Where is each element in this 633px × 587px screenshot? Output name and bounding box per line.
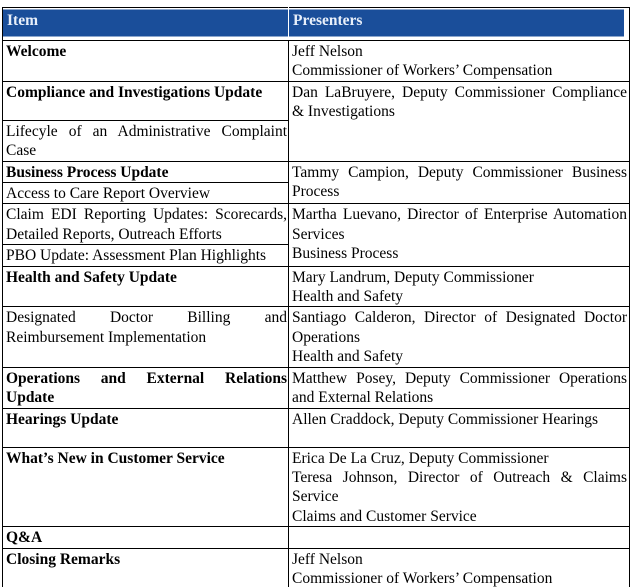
- item-cell: Lifecyle of an Administrative Complaint Case: [3, 120, 289, 161]
- item-cell: What’s New in Customer Service: [3, 447, 289, 527]
- table-row-health-safety-update: [3, 266, 630, 307]
- presenter-line: Tammy Campion, Deputy Commissioner Business Process: [292, 163, 627, 201]
- presenter-line: Martha Luevano, Director of Enterprise Automation Services: [292, 206, 627, 243]
- presenter-cell: [289, 527, 630, 548]
- presenter-line: Health and Safety: [292, 348, 404, 366]
- presenter-cell: [289, 447, 630, 527]
- table-row-claim-edi: [3, 204, 630, 245]
- presenter-cell: [289, 81, 630, 161]
- presenter-line: Erica De La Cruz, Deputy Commissioner: [292, 449, 549, 467]
- presenter-line: Commissioner of Workers’ Compensation: [292, 569, 553, 587]
- presenter-line: Mary Landrum, Deputy Commissioner: [292, 268, 534, 286]
- item-cell: Compliance and Investigations Update: [3, 81, 289, 120]
- table-row-compliance-update: [3, 81, 630, 120]
- presenter-line: Health and Safety: [292, 288, 404, 306]
- item-cell: Health and Safety Update: [3, 266, 289, 307]
- table-row-business-process-update: [3, 161, 630, 182]
- table-row-operations-external-relations: [3, 367, 630, 408]
- presenter-line: Claims and Customer Service: [292, 507, 477, 525]
- presenter-line: Jeff Nelson: [292, 550, 363, 568]
- presenter-line: Matthew Posey, Deputy Commissioner Operations and External Relations: [292, 369, 627, 407]
- presenter-line: Jeff Nelson: [292, 43, 363, 60]
- table-row-closing-remarks: [3, 548, 630, 587]
- header-presenters: Presenters: [289, 8, 630, 41]
- item-cell: Welcome: [3, 41, 289, 82]
- presenter-cell: [289, 548, 630, 587]
- item-cell: Closing Remarks: [3, 548, 289, 587]
- item-cell: Hearings Update: [3, 408, 289, 447]
- presenter-line: Dan LaBruyere, Deputy Commissioner Compliance & Investigations: [292, 83, 627, 121]
- item-cell: Access to Care Report Overview: [3, 183, 289, 204]
- presenter-cell: [289, 41, 630, 82]
- table-row-designated-doctor: [3, 307, 630, 367]
- header-item: Item: [3, 8, 289, 41]
- presenter-line: Santiago Calderon, Director of Designated Doctor Operations: [292, 309, 627, 346]
- presenter-line: Business Process: [292, 245, 399, 263]
- table-row-whats-new-customer-service: [3, 447, 630, 527]
- item-cell: Business Process Update: [3, 161, 289, 182]
- item-cell: Operations and External Relations Update: [3, 367, 289, 408]
- item-cell: Designated Doctor Billing and Reimbursement Implementation: [3, 307, 289, 367]
- presenter-line: Allen Craddock, Deputy Commissioner Hearings: [292, 410, 599, 428]
- presenter-line: Teresa Johnson, Director of Outreach & Claims Service: [292, 468, 627, 506]
- table-row-hearings-update: [3, 408, 630, 447]
- item-cell: Claim EDI Reporting Updates: Scorecards, Detailed Reports, Outreach Efforts: [3, 204, 289, 245]
- item-cell: PBO Update: Assessment Plan Highlights: [3, 245, 289, 266]
- presenter-cell: [289, 367, 630, 408]
- presenter-cell: [289, 408, 630, 447]
- presenter-cell: [289, 307, 630, 367]
- presenter-cell: [289, 161, 630, 204]
- item-cell: Q&A: [3, 527, 289, 548]
- header-row: [3, 8, 630, 41]
- presenter-cell: [289, 204, 630, 266]
- table-row-qa: [3, 527, 630, 548]
- presenter-line: Commissioner of Workers’ Compensation: [292, 62, 553, 80]
- presenter-cell: [289, 266, 630, 307]
- table-row-welcome: [3, 41, 630, 82]
- agenda-table: [2, 7, 630, 587]
